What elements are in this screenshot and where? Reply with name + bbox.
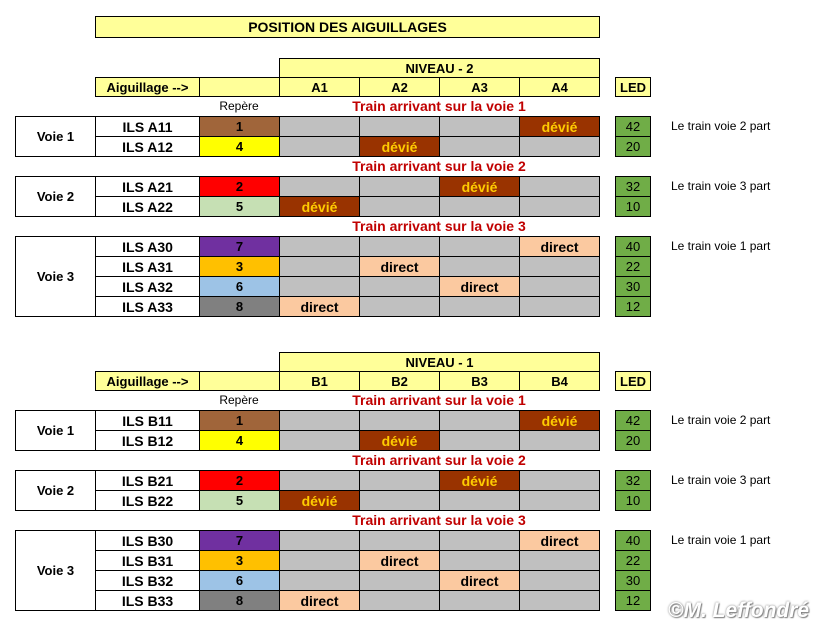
switch-column-header: B3 [439,371,520,391]
switch-cell-empty [519,196,600,217]
switch-cell-direct: direct [519,236,600,257]
switch-cell-direct: direct [279,590,360,611]
switch-cell-direct: direct [359,256,440,277]
switch-cell-empty [519,550,600,571]
switch-cell-empty [519,256,600,277]
switch-cell-empty [519,590,600,611]
switch-cell-empty [359,296,440,317]
repere-color-marker: 5 [199,196,280,217]
switch-cell-empty [279,116,360,137]
repere-color-marker: 3 [199,550,280,571]
switch-cell-empty [359,590,440,611]
switch-cell-empty [439,490,520,511]
switch-cell-devie: dévié [359,136,440,157]
switch-cell-devie: dévié [359,430,440,451]
switch-column-header: A1 [279,77,360,97]
ils-sensor-label: ILS A21 [95,176,200,197]
switch-cell-empty [439,196,520,217]
arriving-train-label: Train arrivant sur la voie 3 [352,512,526,528]
repere-color-marker: 2 [199,470,280,491]
voie-label: Voie 3 [15,236,96,317]
switch-cell-devie: dévié [439,470,520,491]
switch-cell-empty [279,570,360,591]
ils-sensor-label: ILS B32 [95,570,200,591]
switch-cell-empty [519,430,600,451]
switch-column-header: A3 [439,77,520,97]
led-number: 22 [615,550,651,571]
repere-color-marker: 1 [199,116,280,137]
arriving-train-label: Train arrivant sur la voie 3 [352,218,526,234]
switch-cell-empty [279,236,360,257]
switch-cell-empty [439,430,520,451]
switch-cell-direct: direct [519,530,600,551]
copyright-watermark: ©M. Leffondré [668,599,810,622]
led-number: 12 [615,590,651,611]
arriving-train-label: Train arrivant sur la voie 2 [352,158,526,174]
switch-cell-empty [439,116,520,137]
switch-cell-empty [359,490,440,511]
ils-sensor-label: ILS A11 [95,116,200,137]
ils-sensor-label: ILS A30 [95,236,200,257]
switch-cell-empty [279,176,360,197]
led-number: 32 [615,176,651,197]
led-header: LED [615,77,651,97]
switch-cell-empty [519,490,600,511]
led-number: 42 [615,116,651,137]
switch-column-header: B4 [519,371,600,391]
departure-note: Le train voie 3 part [671,179,771,193]
departure-note: Le train voie 2 part [671,413,771,427]
aiguillage-header: Aiguillage --> [95,371,200,391]
switch-cell-empty [519,176,600,197]
repere-header-blank [199,371,280,391]
voie-label: Voie 1 [15,410,96,451]
led-number: 42 [615,410,651,431]
repere-label: Repère [219,393,259,407]
switch-cell-empty [279,430,360,451]
led-number: 10 [615,196,651,217]
switch-cell-empty [279,256,360,277]
switch-cell-devie: dévié [279,196,360,217]
departure-note: Le train voie 1 part [671,533,771,547]
repere-color-marker: 3 [199,256,280,277]
led-number: 10 [615,490,651,511]
switch-cell-empty [439,410,520,431]
ils-sensor-label: ILS B30 [95,530,200,551]
switch-cell-direct: direct [439,570,520,591]
switch-cell-devie: dévié [519,410,600,431]
repere-color-marker: 8 [199,296,280,317]
led-number: 22 [615,256,651,277]
switch-column-header: B1 [279,371,360,391]
led-number: 40 [615,236,651,257]
voie-label: Voie 2 [15,176,96,217]
repere-color-marker: 4 [199,136,280,157]
switch-cell-empty [439,550,520,571]
repere-header-blank [199,77,280,97]
voie-label: Voie 3 [15,530,96,611]
switch-column-header: B2 [359,371,440,391]
page-title: POSITION DES AIGUILLAGES [95,16,600,38]
repere-color-marker: 6 [199,570,280,591]
switch-cell-empty [279,136,360,157]
aiguillage-header: Aiguillage --> [95,77,200,97]
switch-cell-empty [279,530,360,551]
repere-label: Repère [219,99,259,113]
repere-color-marker: 5 [199,490,280,511]
switch-cell-empty [359,276,440,297]
ils-sensor-label: ILS A12 [95,136,200,157]
ils-sensor-label: ILS B11 [95,410,200,431]
switch-cell-devie: dévié [439,176,520,197]
repere-color-marker: 6 [199,276,280,297]
repere-color-marker: 8 [199,590,280,611]
switch-cell-empty [439,590,520,611]
ils-sensor-label: ILS B33 [95,590,200,611]
departure-note: Le train voie 2 part [671,119,771,133]
switch-cell-empty [359,176,440,197]
switch-cell-empty [519,276,600,297]
switch-cell-empty [519,136,600,157]
switch-column-header: A2 [359,77,440,97]
switch-cell-direct: direct [359,550,440,571]
switch-cell-empty [519,470,600,491]
switch-cell-empty [359,530,440,551]
switch-cell-empty [439,236,520,257]
switch-cell-empty [359,196,440,217]
repere-color-marker: 7 [199,530,280,551]
switch-cell-devie: dévié [279,490,360,511]
switch-cell-empty [439,136,520,157]
ils-sensor-label: ILS B22 [95,490,200,511]
led-number: 32 [615,470,651,491]
departure-note: Le train voie 1 part [671,239,771,253]
switch-cell-empty [279,550,360,571]
led-number: 12 [615,296,651,317]
switch-cell-empty [439,296,520,317]
ils-sensor-label: ILS A31 [95,256,200,277]
departure-note: Le train voie 3 part [671,473,771,487]
switch-cell-empty [519,296,600,317]
switch-cell-empty [439,530,520,551]
switch-cell-empty [359,116,440,137]
switch-cell-empty [439,256,520,277]
switch-cell-direct: direct [279,296,360,317]
led-number: 30 [615,276,651,297]
switch-cell-direct: direct [439,276,520,297]
voie-label: Voie 1 [15,116,96,157]
arriving-train-label: Train arrivant sur la voie 1 [352,98,526,114]
led-number: 40 [615,530,651,551]
repere-color-marker: 4 [199,430,280,451]
led-number: 20 [615,430,651,451]
switch-cell-empty [279,276,360,297]
led-header: LED [615,371,651,391]
niveau-header: NIVEAU - 2 [279,58,600,78]
switch-cell-empty [279,470,360,491]
switch-cell-empty [359,410,440,431]
arriving-train-label: Train arrivant sur la voie 2 [352,452,526,468]
voie-label: Voie 2 [15,470,96,511]
led-number: 20 [615,136,651,157]
ils-sensor-label: ILS B21 [95,470,200,491]
repere-color-marker: 7 [199,236,280,257]
switch-cell-empty [359,570,440,591]
ils-sensor-label: ILS A33 [95,296,200,317]
repere-color-marker: 2 [199,176,280,197]
switch-cell-empty [279,410,360,431]
ils-sensor-label: ILS A22 [95,196,200,217]
ils-sensor-label: ILS B31 [95,550,200,571]
switch-cell-empty [359,236,440,257]
switch-cell-empty [359,470,440,491]
arriving-train-label: Train arrivant sur la voie 1 [352,392,526,408]
led-number: 30 [615,570,651,591]
ils-sensor-label: ILS A32 [95,276,200,297]
niveau-header: NIVEAU - 1 [279,352,600,372]
switch-cell-devie: dévié [519,116,600,137]
switch-column-header: A4 [519,77,600,97]
switch-cell-empty [519,570,600,591]
ils-sensor-label: ILS B12 [95,430,200,451]
repere-color-marker: 1 [199,410,280,431]
